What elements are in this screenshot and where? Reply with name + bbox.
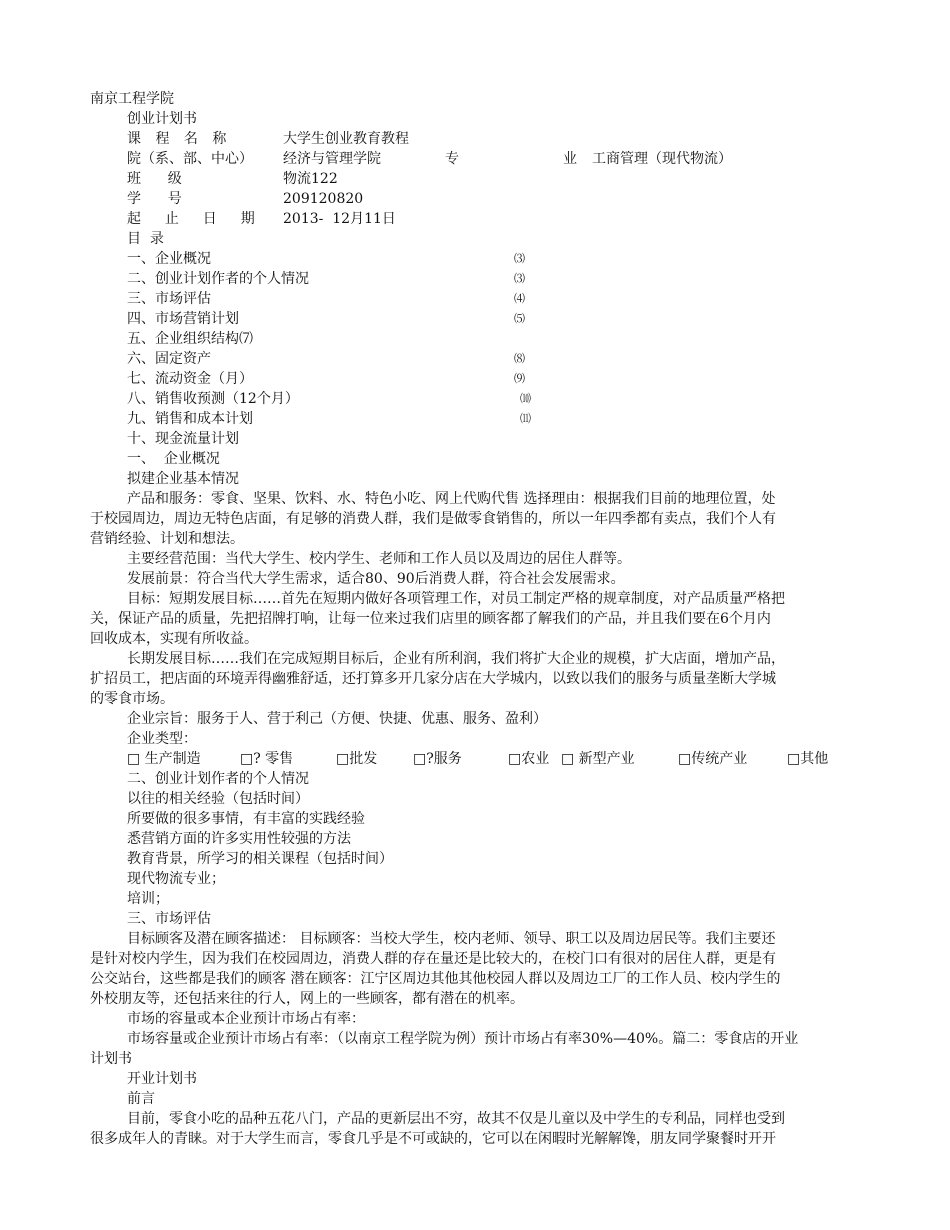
paragraph-line: 长期发展目标……我们在完成短期目标后，企业有所利润，我们将扩大企业的规模，扩大店面，增加产品， bbox=[127, 651, 785, 667]
school-name: 南京工程学院 bbox=[90, 91, 174, 107]
toc-item-page: ⑻ bbox=[514, 352, 525, 365]
paragraph-line: 培训； bbox=[127, 891, 169, 907]
checkbox-option: □其他 bbox=[787, 751, 829, 767]
paragraph-line: 现代物流专业； bbox=[127, 871, 225, 887]
paragraph-line: 公交站台，这些都是我们的顾客 潜在顾客：江宁区周边其他其他校园人群以及周边工厂的工作人员、校内学生的 bbox=[90, 971, 781, 987]
section-subheading: 拟建企业基本情况 bbox=[127, 471, 239, 487]
toc-item-page: ⑽ bbox=[520, 392, 531, 405]
toc-item-label: 五、企业组织结构⑺ bbox=[127, 331, 253, 347]
toc-item-page: ⑸ bbox=[514, 312, 525, 325]
section-heading: 一、 企业概况 bbox=[127, 451, 220, 467]
toc-item-label: 十、现金流量计划 bbox=[127, 431, 239, 447]
toc-item-page: ⑼ bbox=[514, 372, 525, 385]
paragraph-line: 主要经营范围：当代大学生、校内学生、老师和工作人员以及周边的居住人群等。 bbox=[127, 551, 631, 567]
paragraph-line: 是针对校内学生，因为我们在校园周边，消费人群的存在量还是比较大的，在校门口有很对的居住人群，更是有 bbox=[90, 951, 776, 967]
info-label-major-a: 专 bbox=[445, 151, 459, 167]
info-label-course: 课 程 名 称 bbox=[127, 131, 232, 147]
paragraph-line: 发展前景：符合当代大学生需求，适合80、90后消费人群，符合社会发展需求。 bbox=[127, 571, 625, 587]
info-label-dates: 起 止 日 期 bbox=[127, 211, 260, 227]
section-subheading: 前言 bbox=[127, 1091, 155, 1107]
info-value-college: 经济与管理学院 bbox=[283, 151, 381, 167]
paragraph-line: 关，保证产品的质量，先把招牌打响，让每一位来过我们店里的顾客都了解我们的产品，并且我们要在6个月内 bbox=[90, 611, 771, 627]
info-value-class: 物流122 bbox=[283, 171, 338, 187]
paragraph-line: 企业宗旨：服务于人、营于利己（方便、快捷、优惠、服务、盈利） bbox=[127, 711, 547, 727]
paragraph-line: 所要做的很多事情，有丰富的实践经验 bbox=[127, 811, 365, 827]
toc-item-label: 八、销售收预测（12个月） bbox=[127, 391, 299, 407]
section-heading: 二、创业计划作者的个人情况 bbox=[127, 771, 309, 787]
checkbox-option: □ 生产制造 bbox=[127, 751, 201, 767]
paragraph-line: 产品和服务：零食、坚果、饮料、水、特色小吃、网上代购代售 选择理由：根据我们目前的地理位置，处 bbox=[127, 491, 776, 507]
paragraph-line: 教育背景，所学习的相关课程（包括时间） bbox=[127, 851, 393, 867]
info-label-major-b: 业 bbox=[563, 151, 577, 167]
info-value-major: 工商管理（现代物流） bbox=[592, 151, 732, 167]
document-title: 创业计划书 bbox=[127, 111, 197, 127]
checkbox-option: □?服务 bbox=[413, 751, 462, 767]
toc-item-label: 二、创业计划作者的个人情况 bbox=[127, 271, 309, 287]
checkbox-option: □ 新型产业 bbox=[561, 751, 635, 767]
info-value-course: 大学生创业教育教程 bbox=[283, 131, 409, 147]
checkbox-option: □农业 bbox=[508, 751, 550, 767]
paragraph-line: 外校朋友等，还包括来往的行人，网上的一些顾客，都有潜在的机率。 bbox=[90, 991, 524, 1007]
section-heading: 三、市场评估 bbox=[127, 911, 211, 927]
checkbox-option: □? 零售 bbox=[240, 751, 294, 767]
paragraph-line: 于校园周边，周边无特色店面，有足够的消费人群，我们是做零食销售的，所以一年四季都有卖点，我们个人有 bbox=[90, 511, 776, 527]
paragraph-line: 市场容量或企业预计市场占有率：（以南京工程学院为例）预计市场占有率30%—40%。篇二：零食店的开业 bbox=[127, 1031, 799, 1047]
info-value-id: 209120820 bbox=[283, 191, 364, 207]
paragraph-line: 计划书 bbox=[90, 1051, 132, 1067]
section-heading: 开业计划书 bbox=[127, 1071, 197, 1087]
paragraph-line: 悉营销方面的许多实用性较强的方法 bbox=[127, 831, 351, 847]
toc-item-label: 四、市场营销计划 bbox=[127, 311, 239, 327]
info-label-college: 院（系、部、中心） bbox=[127, 151, 253, 167]
paragraph-line: 目标顾客及潜在顾客描述： 目标顾客：当校大学生，校内老师、领导、职工以及周边居民等。我们主要还 bbox=[127, 931, 776, 947]
paragraph-line: 企业类型： bbox=[127, 731, 197, 747]
paragraph-line: 回收成本，实现有所收益。 bbox=[90, 631, 258, 647]
info-label-class: 班 级 bbox=[127, 171, 182, 187]
paragraph-line: 营销经验、计划和想法。 bbox=[90, 531, 244, 547]
toc-item-label: 三、市场评估 bbox=[127, 291, 211, 307]
toc-item-label: 七、流动资金（月） bbox=[127, 371, 253, 387]
info-label-id: 学 号 bbox=[127, 191, 182, 207]
toc-item-page: ⑷ bbox=[514, 292, 525, 305]
paragraph-line: 的零食市场。 bbox=[90, 691, 174, 707]
paragraph-line: 目前，零食小吃的品种五花八门，产品的更新层出不穷，故其不仅是儿童以及中学生的专利品，同样也受到 bbox=[127, 1111, 785, 1127]
toc-item-page: ⑾ bbox=[520, 412, 531, 425]
toc-item-label: 六、固定资产 bbox=[127, 351, 211, 367]
toc-title: 目 录 bbox=[127, 231, 164, 247]
paragraph-line: 扩招员工，把店面的环境弄得幽雅舒适，还打算多开几家分店在大学城内，以致以我们的服务与质量垄断大学城 bbox=[90, 671, 776, 687]
checkbox-option: □传统产业 bbox=[678, 751, 748, 767]
paragraph-line: 以往的相关经验（包括时间） bbox=[127, 791, 309, 807]
toc-item-page: ⑶ bbox=[514, 272, 525, 285]
toc-item-page: ⑶ bbox=[514, 252, 525, 265]
checkbox-option: □批发 bbox=[336, 751, 378, 767]
toc-item-label: 一、企业概况 bbox=[127, 251, 211, 267]
info-value-dates: 2013- 12月11日 bbox=[283, 211, 396, 227]
paragraph-line: 目标：短期发展目标……首先在短期内做好各项管理工作，对员工制定严格的规章制度，对产品质量严格把 bbox=[127, 591, 785, 607]
paragraph-line: 市场的容量或本企业预计市场占有率： bbox=[127, 1011, 365, 1027]
toc-item-label: 九、销售和成本计划 bbox=[127, 411, 253, 427]
paragraph-line: 很多成年人的青睐。对于大学生而言，零食几乎是不可或缺的，它可以在闲暇时光解解馋，朋友同学聚餐时开开 bbox=[90, 1131, 776, 1147]
